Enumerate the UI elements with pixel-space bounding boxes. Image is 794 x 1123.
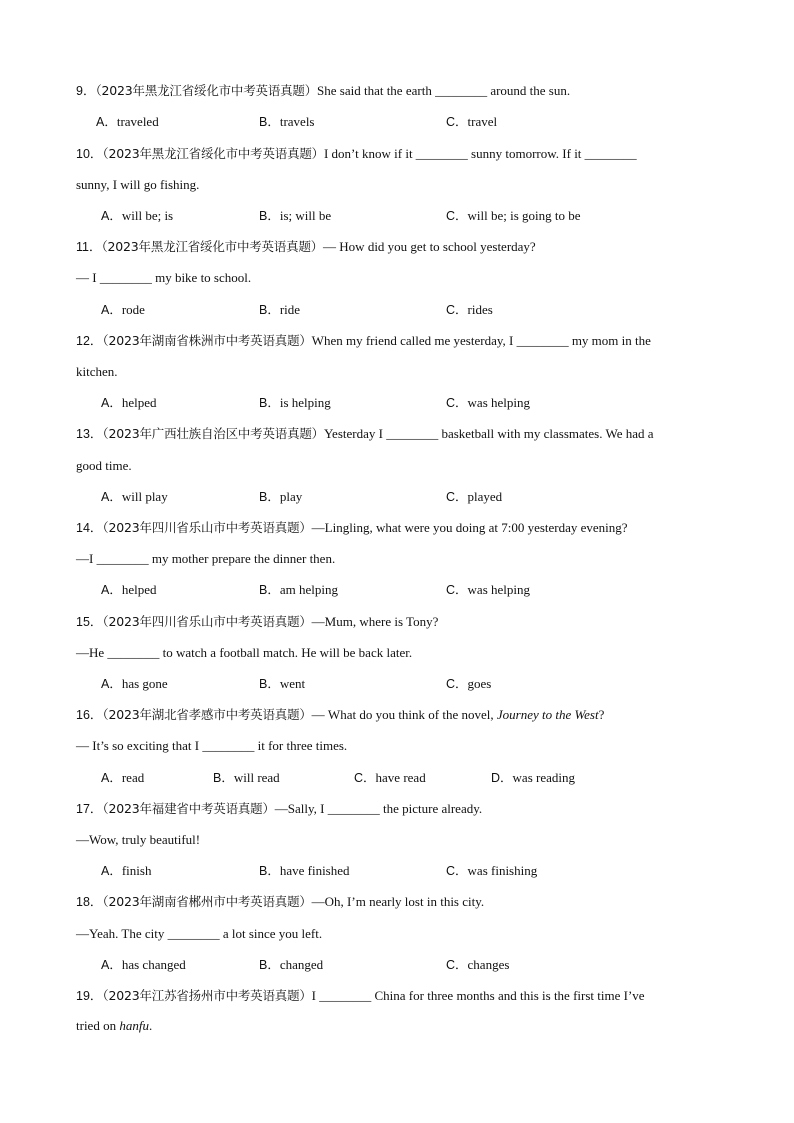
option-c: C．goes [446,676,492,691]
question-source: （2023年黑龙江省绥化市中考英语真题） [101,239,324,254]
option-c: C．changes [446,957,510,972]
question-number: 16． [76,708,103,722]
option-a: A．rode [101,302,145,317]
question-stem: — What do you think of the novel, [311,707,497,722]
option-d: D．was reading [491,770,575,785]
option-a: A．read [101,770,145,785]
option-c: C．have read [354,770,426,785]
question-stem: —Lingling, what were you doing at 7:00 yesterday evening? [311,520,628,535]
question-stem-continued: — I ________ my bike to school. [76,270,252,285]
question-17 [76,801,482,817]
option-c: C．played [446,489,503,504]
option-b: B．am helping [259,582,338,597]
question-number: 18． [76,895,103,909]
option-c: C．was helping [446,395,530,410]
question-stem-continued: — It’s so exciting that I ________ it for three times. [76,738,348,753]
option-b: B．is; will be [259,208,332,223]
question-number: 15． [76,615,103,629]
question-source: （2023年黑龙江省绥化市中考英语真题） [102,146,324,161]
question-source: （2023年黑龙江省绥化市中考英语真题） [95,83,318,98]
option-a: A．has gone [101,676,168,691]
question-stem-continued: sunny, I will go fishing. [76,177,200,192]
question-source: （2023年湖南省郴州市中考英语真题） [102,894,312,909]
question-15 [76,614,438,630]
option-b: B．is helping [259,395,331,410]
question-stem: —Oh, I’m nearly lost in this city. [311,894,485,909]
option-b: B．went [259,676,306,691]
question-source: （2023年湖南省株洲市中考英语真题） [102,333,312,348]
question-number: 19． [76,989,103,1003]
question-stem: Yesterday I ________ basketball with my classmates. We had a [323,426,654,441]
question-stem-continued: kitchen. [76,364,118,379]
question-stem-continued: good time. [76,458,132,473]
question-number: 14． [76,521,103,535]
question-number: 12． [76,334,103,348]
option-a: A．will be; is [101,208,174,223]
question-stem: When my friend called me yesterday, I ________ my mom in the [311,333,651,348]
question-source: （2023年江苏省扬州市中考英语真题） [102,988,312,1003]
question-10 [76,146,637,162]
question-18 [76,894,484,910]
question-stem: She said that the earth ________ around the sun. [317,83,571,98]
question-number: 17． [76,802,103,816]
option-b: B．have finished [259,863,350,878]
question-stem: —Mum, where is Tony? [311,614,439,629]
option-c: C．will be; is going to be [446,208,581,223]
question-source: （2023年广西壮族自治区中考英语真题） [102,426,324,441]
question-number: 9． [76,84,96,98]
option-a: A．traveled [96,114,159,129]
question-stem-continued: —He ________ to watch a football match. He will be back later. [76,645,413,660]
question-stem: I ________ China for three months and this is the first time I’ve [311,988,645,1003]
question-stem-continued: tried on hanfu. [76,1018,153,1033]
question-stem: I don’t know if it ________ sunny tomorrow. If it ________ [323,146,637,161]
hanfu-term: hanfu [119,1018,149,1033]
question-stem: — How did you get to school yesterday? [323,239,536,254]
question-16: 16．（2023年湖北省孝感市中考英语真题）— What do you think of the novel, Journey to the West? [76,707,605,722]
question-number: 13． [76,427,103,441]
question-12 [76,333,651,349]
question-9 [76,83,570,99]
question-11 [76,239,536,255]
question-19 [76,988,645,1004]
option-b: B．travels [259,114,315,129]
option-b: B．ride [259,302,301,317]
question-14 [76,520,628,536]
question-stem: —Sally, I ________ the picture already. [274,801,483,816]
option-a: A．will play [101,489,168,504]
question-source: （2023年四川省乐山市中考英语真题） [102,520,312,535]
option-c: C．was helping [446,582,530,597]
option-c: C．was finishing [446,863,538,878]
question-stem-continued: —Wow, truly beautiful! [76,832,201,847]
question-number: 10． [76,147,103,161]
question-source: （2023年湖北省孝感市中考英语真题） [102,707,312,722]
novel-title: Journey to the West [496,707,599,722]
option-a: A．helped [101,582,157,597]
option-a: A．has changed [101,957,186,972]
question-source: （2023年四川省乐山市中考英语真题） [102,614,312,629]
question-number: 11． [76,240,102,254]
option-c: C．travel [446,114,498,129]
option-b: B．will read [213,770,280,785]
question-stem-continued: —I ________ my mother prepare the dinner then. [76,551,336,566]
question-source: （2023年福建省中考英语真题） [102,801,275,816]
option-b: B．play [259,489,303,504]
question-13 [76,426,654,442]
option-c: C．rides [446,302,493,317]
question-stem-continued: —Yeah. The city ________ a lot since you left. [76,926,323,941]
option-a: A．finish [101,863,152,878]
option-a: A．helped [101,395,157,410]
option-b: B．changed [259,957,324,972]
